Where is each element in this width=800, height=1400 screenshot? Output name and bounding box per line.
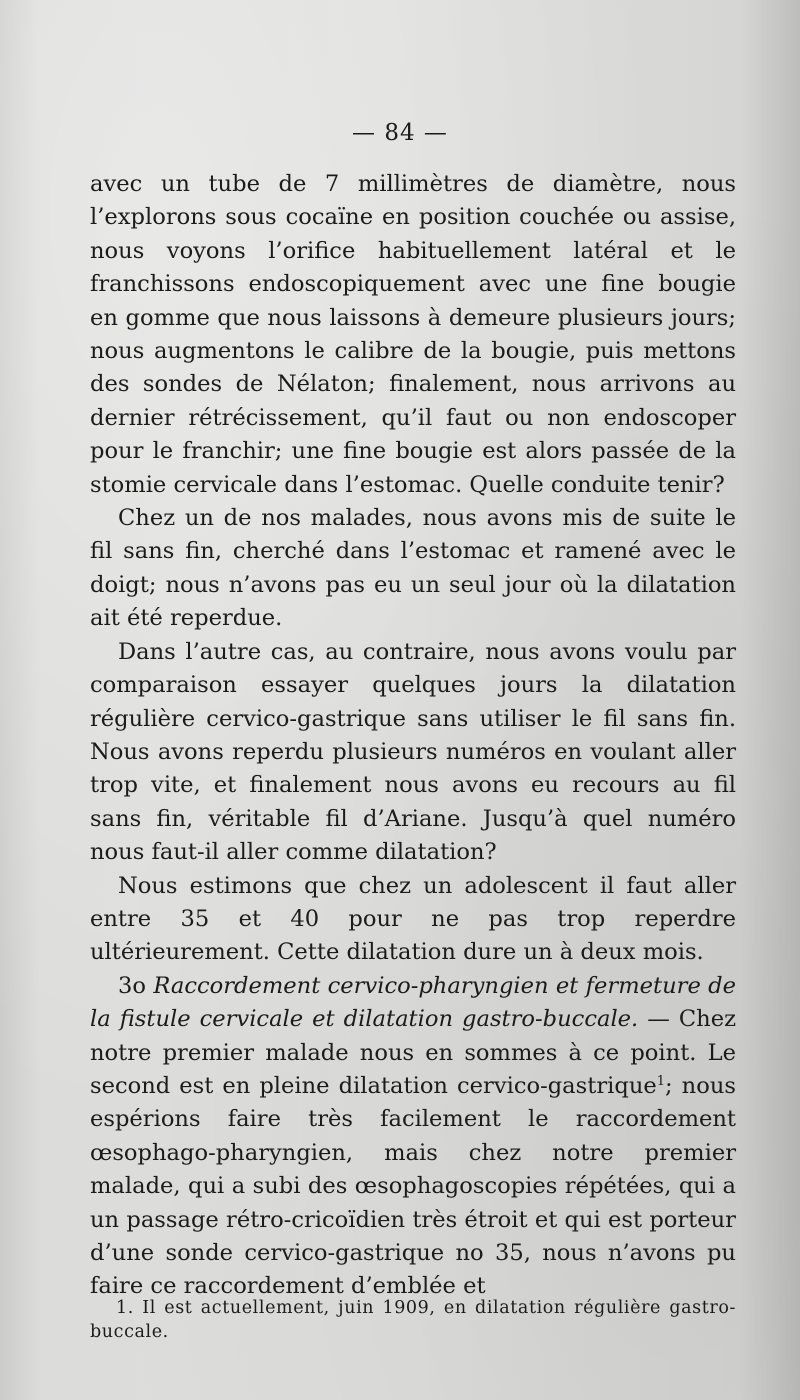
section-text-before-ref: Chez notre premier malade nous en sommes à ce point. Le second est en pleine dilatation cervico-gastrique xyxy=(90,1006,736,1099)
page-number: — 84 — xyxy=(352,120,448,146)
section-heading: Raccordement cervico-pharyngien et fermeture de la fistule cervicale et dilatation gastro-buccale. xyxy=(90,972,736,1033)
paragraph-3: Dans l’autre cas, au contraire, nous avons voulu par comparaison essayer quelques jours la dilatation régulière cervico-gastrique sans utiliser le fil sans fin. Nous avons reperdu plusieurs numéros en voulant aller trop vite, et finalement nous avons eu recours au fil sans fin, véritable fil d’Ariane. Jusqu’à quel numéro nous faut-il aller comme dilatation? xyxy=(90,638,736,866)
section-text-after-ref: ; nous espérions faire très facilement le raccordement œsophago-pharyngien, mais chez notre premier malade, qui a subi des œsophagoscopies répétées, qui a un passage rétro-cricoïdien très étroit et qui est porteur d’une sonde cervico-gastrique no 35, nous n’avons pu faire ce raccordement d’emblée et xyxy=(90,1072,736,1300)
footnote-reference: 1 xyxy=(656,1073,666,1089)
section-dash: — xyxy=(647,1006,670,1033)
section-number: 3o xyxy=(118,972,146,999)
paragraph-2: Chez un de nos malades, nous avons mis de suite le fil sans fin, cherché dans l’estomac et ramené avec le doigt; nous n’avons pas eu un seul jour où la dilatation ait été reperdue. xyxy=(90,505,736,632)
paragraph-1: avec un tube de 7 millimètres de diamètre, nous l’explorons sous cocaïne en position couchée ou assise, nous voyons l’orifice habituellement latéral et le franchissons endoscopiquement avec une fine bougie en gomme que nous laissons à demeure plusieurs jours; nous augmentons le calibre de la bougie, puis mettons des sondes de Nélaton; finalement, nous arrivons au dernier rétrécissement, qu’il faut ou non endoscoper pour le franchir; une fine bougie est alors passée de la stomie cervicale dans l’estomac. Quelle conduite tenir? xyxy=(90,171,736,498)
paragraph-4: Nous estimons que chez un adolescent il faut aller entre 35 et 40 pour ne pas trop reperdre ultérieurement. Cette dilatation dure un à deux mois. xyxy=(90,872,736,966)
footnote: 1. Il est actuellement, juin 1909, en dilatation régulière gastro-buccale. xyxy=(90,1298,736,1342)
section-paragraph xyxy=(90,970,736,1304)
body-text xyxy=(90,168,736,1304)
